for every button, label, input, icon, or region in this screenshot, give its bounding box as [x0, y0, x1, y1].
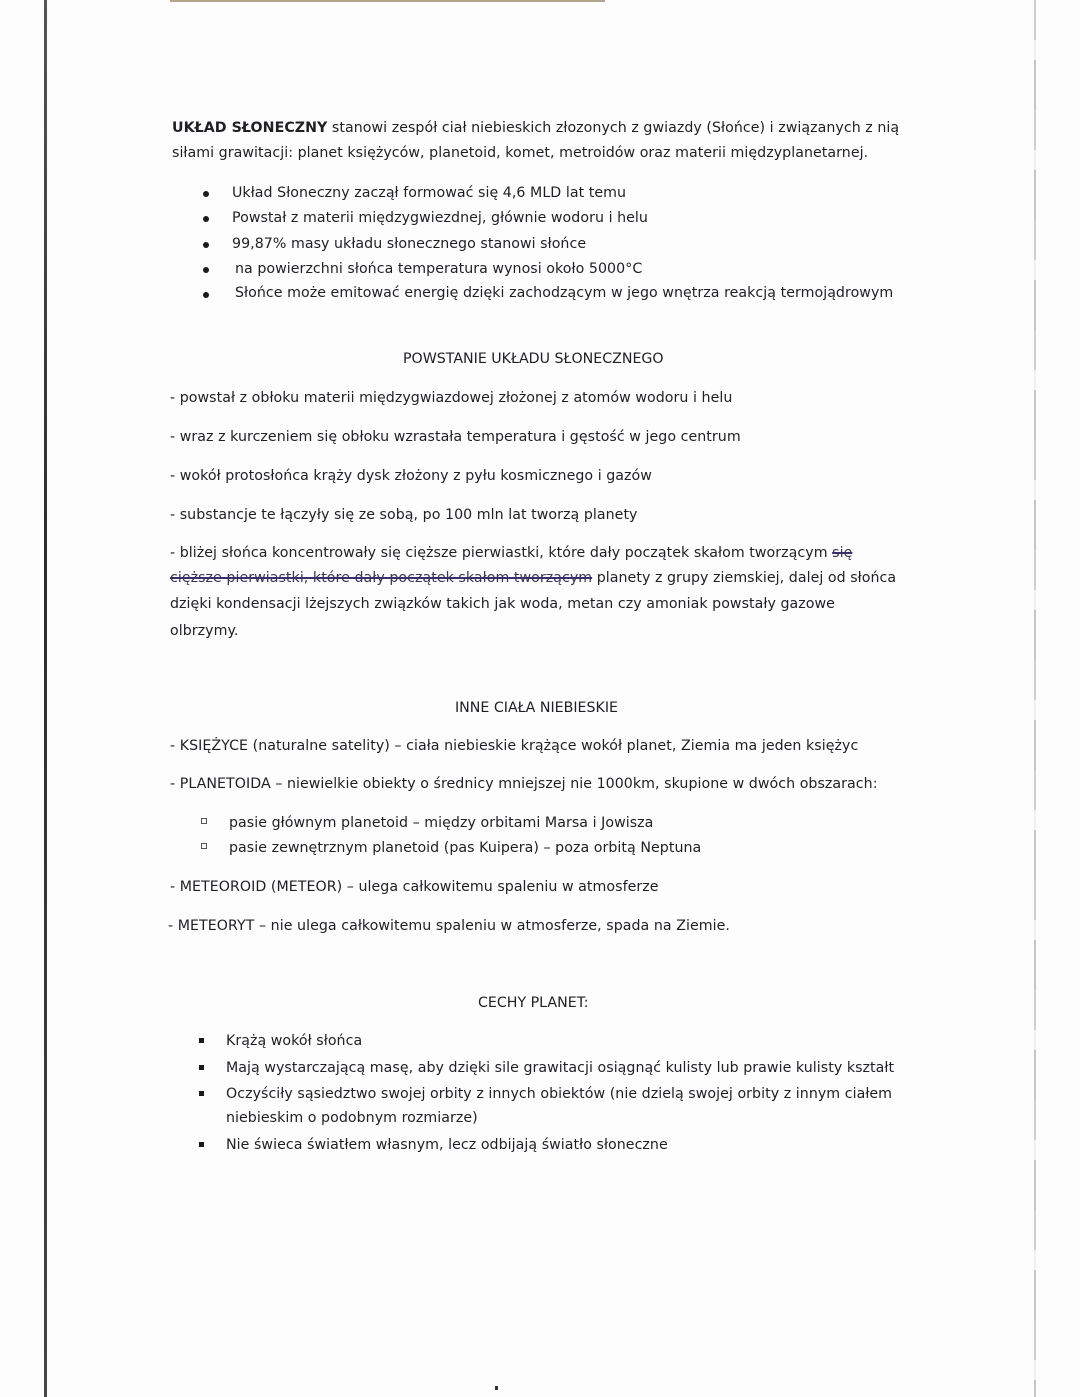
intro-line-1	[172, 118, 899, 138]
page-top-edge	[170, 0, 605, 2]
bullet-square	[199, 1065, 204, 1070]
intro-bullet: Słońce może emitować energię dzięki zachodzącym w jego wnętrza reakcją termojądrowym	[235, 285, 894, 301]
bullet-dot	[203, 292, 209, 298]
section-heading-planet-features: CECHY PLANET:	[478, 995, 589, 1011]
formation-line: - wokół protosłońca krąży dysk złożony z pyłu kosmicznego i gazów	[170, 468, 652, 484]
planetoid-sub-bullet: pasie zewnętrznym planetoid (pas Kuipera) – poza orbitą Neptuna	[229, 840, 702, 856]
formation-paragraph-line-4: olbrzymy.	[170, 623, 239, 639]
paragraph-text: planety z grupy ziemskiej, dalej od słońca	[592, 570, 897, 586]
bullet-square	[199, 1038, 204, 1043]
intro-line-2: siłami grawitacji: planet księżyców, planetoid, komet, metroidów oraz materii międzyplanetarnej.	[172, 145, 869, 161]
planet-feature-bullet: Oczyściły sąsiedztwo swojej orbity z innych obiektów (nie dzielą swojej orbity z innym ciałem	[226, 1086, 893, 1102]
section-heading-formation: POWSTANIE UKŁADU SŁONECZNEGO	[403, 351, 664, 367]
struck-text: cięższe pierwiastki, które dały początek skałom tworzącym	[170, 570, 593, 586]
planet-feature-bullet: Mają wystarczającą masę, aby dzięki sile grawitacji osiągnąć kulisty lub prawie kulisty kształt	[226, 1060, 895, 1076]
intro-bullet: Powstał z materii międzygwiezdnej, głównie wodoru i helu	[232, 210, 648, 226]
bullet-dot	[203, 216, 209, 222]
meteoroid-line: - METEOROID (METEOR) – ulega całkowitemu spaleniu w atmosferze	[170, 879, 659, 895]
section-heading-other-bodies: INNE CIAŁA NIEBIESKIE	[455, 700, 618, 716]
sub-bullet-marker	[201, 843, 207, 849]
planet-feature-bullet: Nie świeca światłem własnym, lecz odbijają światło słoneczne	[226, 1137, 668, 1153]
intro-term: UKŁAD SŁONECZNY	[172, 120, 328, 136]
struck-text: się	[832, 545, 853, 561]
intro-bullet: Układ Słoneczny zaczął formować się 4,6 MLD lat temu	[232, 185, 627, 201]
page-right-edge	[1034, 0, 1036, 1397]
formation-line: - wraz z kurczeniem się obłoku wzrastała temperatura i gęstość w jego centrum	[170, 429, 741, 445]
bullet-dot	[203, 242, 209, 248]
formation-line: - substancje te łączyły się ze sobą, po 100 mln lat tworzą planety	[170, 507, 638, 523]
meteorite-line: - METEORYT – nie ulega całkowitemu spaleniu w atmosferze, spada na Ziemie.	[168, 918, 730, 934]
planet-feature-bullet: Krążą wokół słońca	[226, 1033, 363, 1049]
formation-line: - powstał z obłoku materii międzygwiazdowej złożonej z atomów wodoru i helu	[170, 390, 733, 406]
formation-paragraph-line-3: dzięki kondensacji lżejszych związków takich jak woda, metan czy amoniak powstały gazowe	[170, 596, 835, 612]
intro-bullet: na powierzchni słońca temperatura wynosi około 5000°C	[235, 261, 643, 277]
page-mark	[495, 1386, 498, 1390]
intro-bullet: 99,87% masy układu słonecznego stanowi słońce	[232, 236, 587, 252]
planetoid-sub-bullet: pasie głównym planetoid – między orbitami Marsa i Jowisza	[229, 815, 654, 831]
sub-bullet-marker	[201, 818, 207, 824]
planet-feature-bullet-continuation: niebieskim o podobnym rozmiarze)	[226, 1110, 478, 1126]
bullet-dot	[203, 267, 209, 273]
intro-text: stanowi zespół ciał niebieskich złozonych z gwiazdy (Słońce) i związanych z nią	[327, 120, 900, 136]
bullet-dot	[203, 191, 209, 197]
formation-paragraph-line-1	[170, 543, 852, 563]
moons-line: - KSIĘŻYCE (naturalne satelity) – ciała niebieskie krążące wokół planet, Ziemia ma jeden księżyc	[170, 738, 859, 754]
bullet-square	[199, 1142, 204, 1147]
bullet-square	[199, 1091, 204, 1096]
paragraph-text: - bliżej słońca koncentrowały się cięższe pierwiastki, które dały początek skałom tworzącym	[170, 545, 833, 561]
formation-paragraph-line-2	[170, 568, 896, 588]
planetoid-line: - PLANETOIDA – niewielkie obiekty o średnicy mniejszej nie 1000km, skupione w dwóch obszarach:	[170, 776, 878, 792]
page-edge-shadow	[44, 0, 47, 1397]
